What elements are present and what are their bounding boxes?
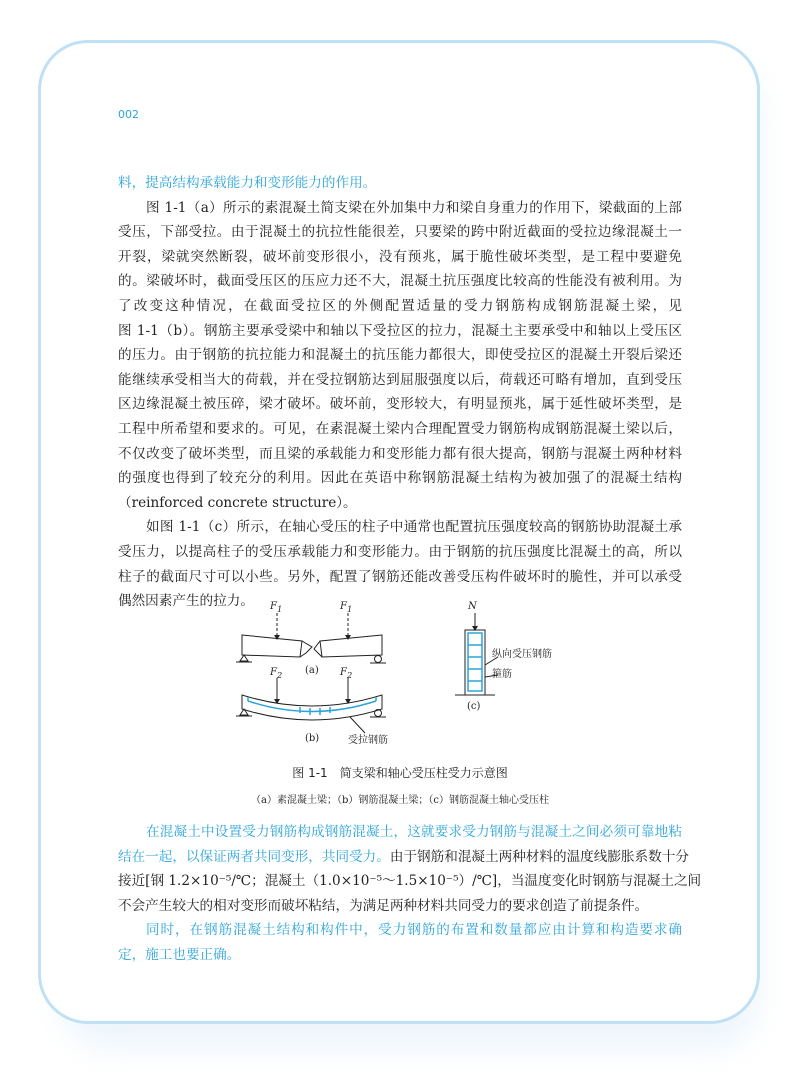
text-line <box>118 543 682 561</box>
text-line <box>118 248 682 266</box>
text-line <box>118 946 682 964</box>
body-text-segment: 的。梁破坏时，截面受压区的压应力还不大，混凝土抗压强度比较高的性能没有被利用。为 <box>118 273 682 290</box>
body-text-segment: 了改变这种情况，在截面受拉区的外侧配置适量的受力钢筋构成钢筋混凝土梁，见 <box>118 298 682 314</box>
label-b: (b) <box>305 733 320 744</box>
text-line <box>118 395 682 413</box>
highlighted-text: 定，施工也要正确。 <box>118 947 241 963</box>
beam-a-right <box>320 635 382 657</box>
body-text-segment: 受压，下部受拉。由于混凝土的抗拉性能很差，只要梁的跨中附近截面的受拉边缘混凝土一 <box>118 224 682 241</box>
body-text-segment: 偶然因素产生的拉力。 <box>118 593 254 610</box>
load-label-a1: $F_1$ <box>270 601 283 614</box>
body-text-segment: 接近[钢 1.2×10⁻⁵/℃；混凝土（1.0×10⁻⁵～1.5×10⁻⁵）/℃]，当温度变化时钢筋与混凝土之间 <box>118 873 702 890</box>
load-label-b1: $F_2$ <box>270 667 283 680</box>
load-label-b2: $F_2$ <box>340 667 353 680</box>
tension-rebar-label: 受拉钢筋 <box>348 735 388 746</box>
text-line <box>146 921 682 939</box>
text-line <box>118 346 682 364</box>
body-text-segment: 的压力。由于钢筋的抗拉能力和混凝土的抗压能力都很大，即使受拉区的混凝土开裂后梁还 <box>118 347 682 364</box>
body-text-segment: 不仅改变了破坏类型，而且梁的承载能力和变形能力都有很大提高，钢筋与混凝土两种材料 <box>118 445 682 462</box>
text-line <box>118 322 682 340</box>
body-text-segment: （reinforced concrete structure）。 <box>118 494 357 511</box>
body-text-segment: 工程中所希望和要求的。可见，在素混凝土梁内合理配置受力钢筋构成钢筋混凝土梁以后， <box>118 421 682 437</box>
figure-1-1 <box>230 601 570 765</box>
body-text-segment: 能继续承受相当大的荷载，并在受拉钢筋达到屈服强度以后，荷载还可略有增加，直到受压 <box>118 371 682 388</box>
text-line <box>118 494 682 512</box>
body-text-segment: 由于钢筋和混凝土两种材料的温度线膨胀系数十分 <box>389 848 689 865</box>
text-line <box>146 823 682 841</box>
highlighted-text: 料，提高结构承载能力和变形能力的作用。 <box>118 175 377 191</box>
text-line <box>146 199 682 217</box>
highlighted-text: 同时，在钢筋混凝土结构和构件中，受力钢筋的布置和数量都应由计算和构造要求确 <box>146 922 682 939</box>
body-text-segment: 如图 1-1（c）所示，在轴心受压的柱子中通常也配置抗压强度较高的钢筋协助混凝土承 <box>146 519 682 536</box>
text-line <box>118 420 682 438</box>
text-line <box>118 848 689 866</box>
highlighted-text: 在混凝土中设置受力钢筋构成钢筋混凝土，这就要求受力钢筋与混凝土之间必须可靠地粘 <box>146 824 682 840</box>
rebar-blue <box>248 633 482 715</box>
text-line <box>118 872 702 890</box>
text-line <box>118 445 682 463</box>
pin-support-a <box>240 655 248 661</box>
text-line <box>118 174 682 192</box>
beam-b <box>242 695 382 720</box>
body-text-segment: 图 1-1（a）所示的素混凝土简支梁在外加集中力和梁自身重力的作用下，梁截面的上部 <box>146 199 682 216</box>
load-label-a2: $F_1$ <box>340 601 353 614</box>
body-text-segment: 图 1-1（b）。钢筋主要承受梁中和轴以下受拉区的拉力，混凝土主要承受中和轴以上受压区 <box>118 322 682 339</box>
text-line <box>118 272 682 290</box>
body-text-segment: 区边缘混凝土被压碎，梁才破坏。破坏前，变形较大，有明显预兆，属于延性破坏类型，是 <box>118 396 682 413</box>
text-line <box>146 518 682 536</box>
text-line <box>118 297 682 315</box>
stirrup-label: 箍筋 <box>492 669 512 680</box>
load-label-c: N <box>468 601 477 612</box>
body-text-segment: 柱子的截面尺寸可以小些。另外，配置了钢筋还能改善受压构件破坏时的脆性，并可以承受 <box>118 568 682 585</box>
text-line <box>118 897 682 915</box>
figure-caption: 图 1-1 简支梁和轴心受压柱受力示意图 <box>292 766 508 780</box>
label-a: (a) <box>305 665 319 676</box>
roller-support-a <box>375 656 382 663</box>
text-line <box>118 223 682 241</box>
beam-column-diagram <box>230 605 570 765</box>
figure-subcaption: （a）素混凝土梁；（b）钢筋混凝土梁；（c）钢筋混凝土轴心受压柱 <box>251 795 549 806</box>
body-text-segment: 受压力，以提高柱子的受压承载能力和变形能力。由于钢筋的抗压强度比混凝土的高，所以 <box>118 544 682 560</box>
text-line <box>118 371 682 389</box>
highlighted-text: 结在一起，以保证两者共同变形，共同受力。 <box>118 848 390 865</box>
longitudinal-rebar-label: 纵向受压钢筋 <box>492 649 552 660</box>
beam-a-left <box>242 635 302 657</box>
body-text-segment: 开裂，梁就突然断裂，破坏前变形很小，没有预兆，属于脆性破坏类型，是工程中要避免 <box>118 248 682 265</box>
text-line <box>118 568 682 586</box>
body-text-segment: 的强度也得到了较充分的利用。因此在英语中称钢筋混凝土结构为被加强了的混凝土结构 <box>118 470 682 487</box>
body-text-segment: 不会产生较大的相对变形而破坏粘结，为满足两种材料共同受力的要求创造了前提条件。 <box>118 897 649 914</box>
text-line <box>118 469 682 487</box>
label-c: (c) <box>467 701 481 712</box>
page-number: 002 <box>118 108 139 121</box>
